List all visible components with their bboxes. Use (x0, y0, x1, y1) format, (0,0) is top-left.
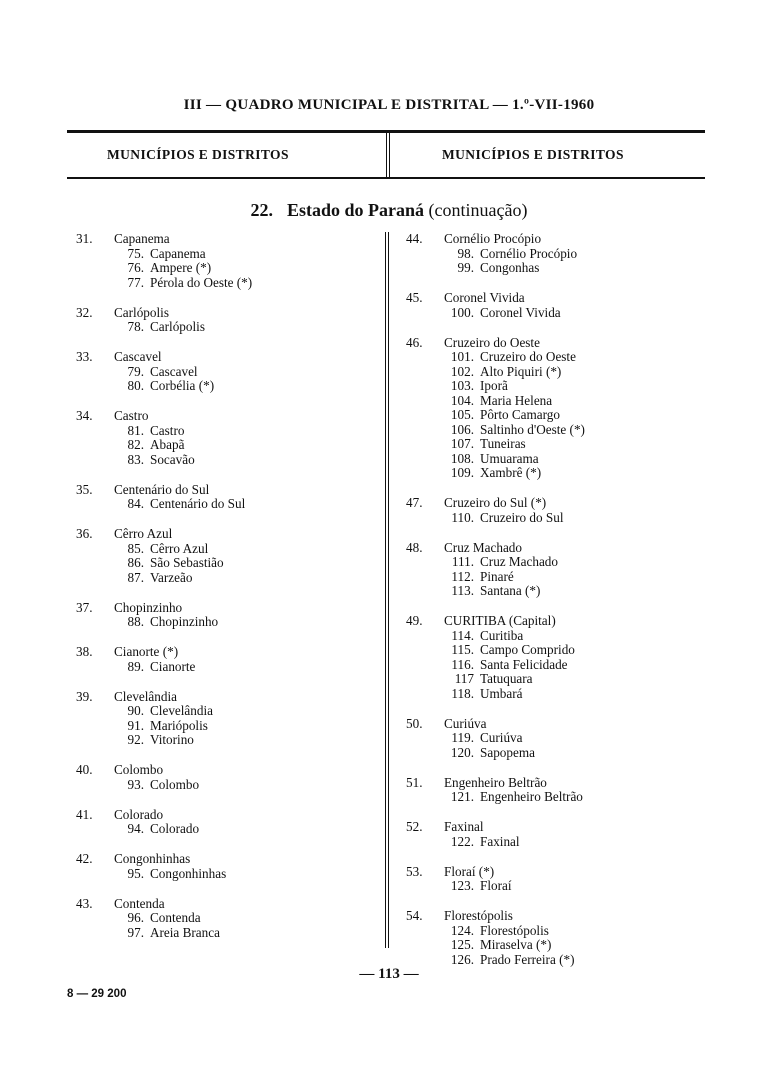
municipality-number: 53. (406, 863, 423, 879)
district-name: Saltinho d'Oeste (*) (480, 421, 585, 437)
district-name: Castro (150, 422, 185, 438)
district-line (406, 658, 585, 673)
district-name: Congonhinhas (150, 865, 227, 881)
municipality-name: Cruzeiro do Oeste (444, 334, 540, 350)
district-name: Ampere (*) (150, 260, 212, 275)
district-line (406, 466, 585, 481)
district-line (76, 704, 252, 719)
district-line (406, 835, 585, 850)
district-line (76, 733, 252, 748)
municipality-name: Capanema (114, 231, 170, 246)
district-name: Santana (*) (480, 583, 541, 598)
district-name: Santa Felicidade (480, 656, 568, 672)
municipality-entry (76, 232, 252, 290)
district-number: 86. (127, 555, 144, 570)
district-name: Cruzeiro do Oeste (480, 349, 576, 364)
district-number: 124. (450, 922, 474, 938)
municipality-entry (406, 865, 585, 894)
district-line (406, 938, 585, 953)
district-number: 116. (451, 656, 474, 672)
municipality-number: 36. (76, 526, 93, 541)
section-state: Estado do Paraná (287, 200, 425, 220)
page-title: III — QUADRO MUNICIPAL E DISTRITAL — 1.º-VII-1960 (183, 97, 595, 113)
municipality-name: Congonhinhas (114, 851, 191, 866)
district-number: 99. (457, 260, 474, 275)
district-line (406, 643, 585, 658)
district-name: Clevelândia (150, 703, 213, 718)
municipality-name: Colorado (114, 806, 164, 822)
municipality-name: Engenheiro Beltrão (444, 774, 547, 790)
district-name: Curiúva (480, 730, 523, 745)
district-line (406, 570, 585, 585)
district-number: 77. (127, 274, 144, 290)
district-line (406, 629, 585, 644)
municipality-line (76, 601, 252, 616)
left-column-entries (76, 232, 252, 940)
district-number: 100. (450, 304, 474, 320)
municipality-entry (76, 483, 252, 512)
district-name: Faxinal (480, 833, 520, 849)
district-line (406, 394, 585, 409)
municipality-number: 54. (406, 908, 423, 923)
district-line (406, 511, 585, 526)
municipality-line (406, 291, 585, 306)
district-name: Tuneiras (480, 436, 526, 451)
municipality-name: Clevelândia (114, 688, 177, 704)
district-name: Cruz Machado (480, 554, 558, 569)
district-name: Umbará (480, 685, 523, 701)
municipality-number: 33. (76, 349, 93, 364)
municipality-number: 47. (406, 495, 423, 510)
district-number: 113. (451, 583, 474, 598)
district-name: Carlópolis (150, 319, 205, 334)
district-name: Socavão (150, 451, 195, 467)
header-column-divider (386, 133, 390, 177)
district-number: 123. (450, 878, 474, 893)
column-header-right: MUNICÍPIOS E DISTRITOS (442, 147, 624, 162)
district-number: 95. (127, 865, 144, 881)
municipality-line (76, 690, 252, 705)
district-line (406, 731, 585, 746)
district-line (406, 953, 585, 968)
municipality-line (406, 820, 585, 835)
district-number: 75. (127, 245, 144, 261)
municipality-number: 46. (406, 334, 423, 350)
municipality-entry (406, 717, 585, 761)
district-name: Pinaré (480, 568, 514, 584)
district-line (76, 571, 252, 586)
district-number: 91. (127, 717, 144, 733)
municipality-entry (76, 409, 252, 467)
municipality-line (76, 483, 252, 498)
municipality-name: Contenda (114, 895, 165, 911)
municipality-name: Florestópolis (444, 908, 513, 923)
district-name: Chopinzinho (150, 614, 219, 629)
district-line (76, 719, 252, 734)
district-number: 121. (450, 789, 474, 804)
district-number: 126. (450, 951, 474, 967)
municipality-name: CURITIBA (Capital) (444, 613, 556, 628)
district-name: Prado Ferreira (*) (480, 951, 575, 967)
district-name: Tatuquara (480, 671, 533, 686)
municipality-line (76, 645, 252, 660)
district-line (76, 261, 252, 276)
municipality-number: 39. (76, 688, 93, 704)
district-name: Areia Branca (150, 924, 220, 940)
district-name: Coronel Vivida (480, 304, 561, 320)
municipality-name: Cruz Machado (444, 539, 522, 555)
municipality-entry (76, 763, 252, 792)
district-line (406, 423, 585, 438)
district-name: Alto Piquiri (*) (480, 363, 562, 379)
district-line (76, 497, 252, 512)
municipality-number: 50. (406, 715, 423, 731)
municipality-number: 51. (406, 774, 423, 790)
municipality-line (406, 909, 585, 924)
municipality-line (406, 865, 585, 880)
municipality-line (406, 717, 585, 732)
municipality-number: 37. (76, 599, 93, 615)
district-number: 94. (127, 821, 144, 836)
municipality-line (76, 808, 252, 823)
section-title (0, 200, 778, 221)
district-number: 98. (457, 245, 474, 261)
municipality-entry (76, 306, 252, 335)
district-number: 87. (127, 569, 144, 585)
district-line (76, 365, 252, 380)
district-number: 125. (450, 937, 474, 952)
district-line (76, 615, 252, 630)
municipality-number: 38. (76, 644, 93, 659)
district-line (76, 778, 252, 793)
district-name: Cascavel (150, 363, 198, 379)
municipality-line (76, 232, 252, 247)
district-line (76, 379, 252, 394)
section-number: 22. (250, 200, 273, 220)
municipality-entry (76, 645, 252, 674)
district-line (76, 453, 252, 468)
district-number: 102. (450, 363, 474, 379)
district-number: 101. (450, 349, 474, 364)
municipality-number: 41. (76, 806, 93, 822)
district-name: Campo Comprido (480, 642, 575, 657)
municipality-name: Cascavel (114, 349, 162, 364)
district-line (76, 424, 252, 439)
district-line (406, 746, 585, 761)
district-line (406, 247, 585, 262)
municipality-name: Cornélio Procópio (444, 231, 542, 246)
municipality-entry (406, 909, 585, 967)
district-line (406, 365, 585, 380)
municipality-entry (406, 291, 585, 320)
district-name: Colorado (150, 821, 200, 836)
district-number: 76. (127, 260, 144, 275)
district-number: 80. (127, 378, 144, 393)
section-note: (continuação) (428, 200, 528, 220)
district-number: 114. (451, 627, 474, 643)
body-column-divider (385, 232, 389, 948)
district-name: Cêrro Azul (150, 540, 209, 556)
municipality-line (76, 763, 252, 778)
district-name: Engenheiro Beltrão (480, 789, 583, 804)
municipality-number: 31. (76, 231, 93, 246)
municipality-entry (406, 541, 585, 599)
municipality-entry (406, 776, 585, 805)
district-number: 92. (127, 732, 144, 747)
district-line (406, 555, 585, 570)
municipality-entry (406, 232, 585, 276)
district-number: 119. (451, 730, 474, 745)
municipality-name: Carlópolis (114, 304, 169, 320)
district-line (76, 542, 252, 557)
district-line (76, 911, 252, 926)
municipality-number: 42. (76, 851, 93, 866)
district-name: Maria Helena (480, 392, 553, 408)
district-number: 84. (127, 496, 144, 511)
district-name: Centenário do Sul (150, 496, 246, 511)
municipality-entry (406, 820, 585, 849)
municipality-name: Colombo (114, 762, 164, 777)
district-line (76, 247, 252, 262)
municipality-entry (406, 336, 585, 481)
district-number: 111. (451, 554, 474, 569)
municipality-line (76, 897, 252, 912)
municipality-entry (76, 852, 252, 881)
district-name: São Sebastião (150, 555, 224, 570)
district-line (406, 261, 585, 276)
district-name: Corbélia (*) (150, 378, 215, 393)
district-number: 108. (450, 450, 474, 466)
right-column-entries (406, 232, 585, 967)
district-name: Iporã (480, 378, 508, 393)
district-line (406, 672, 585, 687)
district-name: Mariópolis (150, 717, 208, 733)
municipality-entry (76, 808, 252, 837)
municipality-line (76, 350, 252, 365)
municipality-name: Castro (114, 408, 149, 423)
district-line (406, 437, 585, 452)
municipality-number: 35. (76, 481, 93, 497)
municipality-entry (406, 614, 585, 701)
municipality-name: Cruzeiro do Sul (*) (444, 495, 547, 510)
district-name: Sapopema (480, 744, 535, 760)
district-line (406, 584, 585, 599)
municipality-line (406, 232, 585, 247)
municipality-name: Floraí (*) (444, 863, 495, 879)
municipality-line (406, 614, 585, 629)
district-number: 89. (127, 658, 144, 674)
district-number: 81. (127, 422, 144, 438)
municipality-entry (76, 350, 252, 394)
municipality-entry (76, 897, 252, 941)
district-name: Congonhas (480, 260, 540, 275)
footer-code: 8 — 29 200 (67, 988, 127, 1000)
municipality-number: 49. (406, 613, 423, 628)
district-name: Capanema (150, 245, 206, 261)
municipality-entry (76, 690, 252, 748)
district-number: 104. (450, 392, 474, 408)
district-line (406, 408, 585, 423)
district-number: 97. (127, 924, 144, 940)
municipality-line (76, 527, 252, 542)
district-number: 122. (450, 833, 474, 849)
district-line (406, 924, 585, 939)
district-number: 118. (451, 685, 474, 701)
municipality-number: 43. (76, 895, 93, 911)
municipality-line (76, 409, 252, 424)
municipality-name: Chopinzinho (114, 599, 183, 615)
district-line (76, 556, 252, 571)
district-number: 103. (450, 378, 474, 393)
district-number: 106. (450, 421, 474, 437)
municipality-name: Faxinal (444, 819, 484, 834)
district-name: Colombo (150, 776, 200, 792)
district-number: 79. (127, 363, 144, 379)
municipality-name: Curiúva (444, 715, 487, 731)
district-name: Floraí (480, 878, 512, 893)
municipality-number: 40. (76, 762, 93, 777)
district-line (76, 867, 252, 882)
municipality-entry (76, 601, 252, 630)
district-number: 82. (127, 437, 144, 452)
district-line (406, 879, 585, 894)
column-header-left: MUNICÍPIOS E DISTRITOS (107, 147, 289, 162)
municipality-number: 48. (406, 539, 423, 555)
district-name: Miraselva (*) (480, 937, 552, 952)
municipality-number: 32. (76, 304, 93, 320)
district-number: 85. (127, 540, 144, 556)
district-number: 115. (451, 642, 474, 657)
district-line (406, 687, 585, 702)
municipality-line (406, 541, 585, 556)
district-number: 83. (127, 451, 144, 467)
district-number: 107. (450, 436, 474, 451)
municipality-entry (76, 527, 252, 585)
municipality-name: Centenário do Sul (114, 481, 210, 497)
district-name: Varzeão (150, 569, 193, 585)
district-line (76, 276, 252, 291)
district-number: 78. (127, 319, 144, 334)
district-number: 109. (450, 465, 474, 480)
municipality-line (406, 336, 585, 351)
district-number: 112. (451, 568, 474, 584)
district-name: Cornélio Procópio (480, 245, 578, 261)
district-line (406, 379, 585, 394)
district-line (406, 452, 585, 467)
district-name: Curitiba (480, 627, 524, 643)
district-name: Contenda (150, 910, 201, 925)
district-line (76, 822, 252, 837)
district-line (406, 790, 585, 805)
municipality-number: 45. (406, 290, 423, 305)
district-number: 105. (450, 407, 474, 422)
district-name: Cruzeiro do Sul (480, 509, 564, 525)
municipality-name: Cianorte (*) (114, 644, 179, 659)
district-number: 93. (127, 776, 144, 792)
district-name: Abapã (150, 437, 185, 452)
district-name: Florestópolis (480, 922, 549, 938)
district-line (76, 660, 252, 675)
district-line (406, 350, 585, 365)
district-name: Xambrê (*) (480, 465, 542, 480)
district-name: Pérola do Oeste (*) (150, 274, 253, 290)
municipality-name: Coronel Vivida (444, 290, 525, 305)
municipality-name: Cêrro Azul (114, 526, 173, 541)
municipality-line (406, 496, 585, 511)
header-bottom-rule (67, 177, 705, 179)
district-line (406, 306, 585, 321)
district-number: 96. (127, 910, 144, 925)
page-number: — 113 — (359, 966, 419, 982)
district-name: Pôrto Camargo (480, 407, 560, 422)
district-name: Umuarama (480, 450, 539, 466)
district-line (76, 320, 252, 335)
district-name: Vitorino (150, 732, 194, 747)
district-line (76, 926, 252, 941)
district-name: Cianorte (150, 658, 196, 674)
district-number: 90. (127, 703, 144, 718)
municipality-line (76, 306, 252, 321)
municipality-number: 34. (76, 408, 93, 423)
municipality-number: 44. (406, 231, 423, 246)
municipality-number: 52. (406, 819, 423, 834)
district-number: 110. (451, 509, 474, 525)
municipality-line (76, 852, 252, 867)
municipality-line (406, 776, 585, 791)
district-line (76, 438, 252, 453)
district-number: 117 (454, 671, 474, 686)
district-number: 88. (127, 614, 144, 629)
district-number: 120. (450, 744, 474, 760)
municipality-entry (406, 496, 585, 525)
